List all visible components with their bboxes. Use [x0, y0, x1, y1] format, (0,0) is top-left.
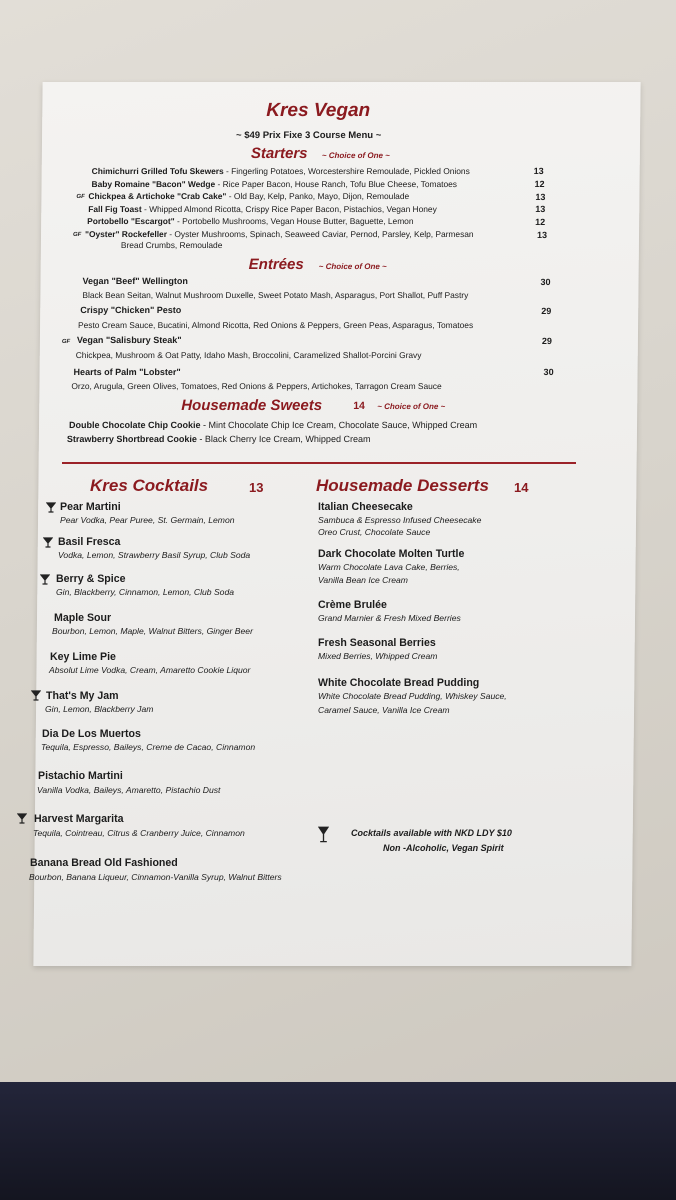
nkd-ldy-note: Cocktails available with NKD LDY $10: [351, 828, 512, 838]
cocktail-name: Pistachio Martini: [38, 770, 123, 782]
starter-item: [92, 179, 458, 189]
item-name: Vegan "Salisbury Steak": [76, 335, 182, 345]
gluten-free-mark: GF: [61, 339, 71, 345]
sweets-heading: Housemade Sweets: [181, 397, 323, 414]
dark-floor: [0, 1082, 676, 1200]
dessert-desc: Warm Chocolate Lava Cake, Berries,: [318, 562, 460, 572]
sweet-item: [69, 420, 477, 430]
item-name: Double Chocolate Chip Cookie: [68, 420, 201, 430]
martini-glass-icon: [318, 826, 329, 844]
cocktail-desc: Bourbon, Lemon, Maple, Walnut Bitters, Ginger Beer: [52, 626, 253, 636]
item-desc: - Mint Chocolate Chip Ice Cream, Chocolate Sauce, Whipped Cream: [200, 420, 478, 430]
gluten-free-mark: GF: [72, 232, 82, 238]
martini-glass-icon: [40, 574, 50, 585]
martini-glass-icon: [31, 690, 41, 701]
item-price: 13: [536, 230, 548, 240]
item-name: Strawberry Shortbread Cookie: [66, 434, 197, 444]
dessert-desc: Sambuca & Espresso Infused Cheesecake: [318, 515, 482, 525]
menu-title: Kres Vegan: [266, 100, 371, 121]
item-desc: - Portobello Mushrooms, Vegan House Butter, Baguette, Lemon: [174, 216, 414, 226]
desserts-heading: Housemade Desserts: [316, 476, 489, 495]
item-desc: - Fingerling Potatoes, Worcestershire Remoulade, Pickled Onions: [223, 166, 470, 176]
item-desc: - Rice Paper Bacon, House Ranch, Tofu Blue Cheese, Tomatoes: [215, 179, 458, 189]
desserts-price: 14: [514, 480, 529, 495]
item-name: Baby Romaine "Bacon" Wedge: [91, 179, 216, 189]
cocktail-name: Basil Fresca: [58, 536, 121, 548]
cocktail-desc: Gin, Lemon, Blackberry Jam: [45, 704, 154, 714]
starters-heading: Starters: [250, 145, 308, 162]
item-price: 12: [535, 217, 546, 227]
starter-item: [92, 166, 470, 176]
cocktails-heading: Kres Cocktails: [90, 476, 209, 495]
cocktails-price: 13: [249, 480, 264, 495]
item-name: Crispy "Chicken" Pesto: [80, 305, 182, 315]
dessert-desc: Grand Marnier & Fresh Mixed Berries: [318, 613, 461, 623]
item-name: Chickpea & Artichoke "Crab Cake": [88, 191, 227, 201]
entree-desc: Chickpea, Mushroom & Oat Patty, Idaho Mash, Broccolini, Caramelized Shallot-Porcini Gravy: [75, 350, 422, 360]
entree-name: [80, 305, 181, 315]
dessert-desc: White Chocolate Bread Pudding, Whiskey Sauce,: [318, 691, 507, 701]
item-price: 30: [543, 367, 554, 377]
cocktail-desc: Gin, Blackberry, Cinnamon, Lemon, Club Soda: [56, 587, 235, 597]
dessert-name: Crème Brulée: [318, 599, 387, 611]
cocktail-name: Berry & Spice: [56, 573, 126, 585]
cocktail-desc: Vodka, Lemon, Strawberry Basil Syrup, Club Soda: [58, 550, 251, 560]
item-price: 29: [541, 306, 552, 316]
item-price: 13: [535, 192, 546, 202]
cocktail-desc: Absolut Lime Vodka, Cream, Amaretto Cookie Liquor: [49, 665, 251, 675]
sweets-choice: ~ Choice of One ~: [377, 402, 446, 411]
starter-item: [88, 191, 409, 201]
item-price: 13: [535, 204, 546, 214]
dessert-desc: Vanilla Bean Ice Cream: [318, 575, 408, 585]
cocktail-name: Harvest Margarita: [34, 813, 124, 825]
item-name: "Oyster" Rockefeller: [84, 229, 168, 239]
cocktail-name: Maple Sour: [54, 612, 112, 624]
dessert-desc: Oreo Crust, Chocolate Sauce: [318, 527, 431, 537]
item-desc: - Whipped Almond Ricotta, Crispy Rice Paper Bacon, Pistachios, Vegan Honey: [141, 204, 437, 214]
section-divider: [62, 462, 576, 464]
gluten-free-mark: GF: [76, 194, 85, 200]
cocktail-desc: Bourbon, Banana Liqueur, Cinnamon-Vanilla Syrup, Walnut Bitters: [29, 872, 282, 882]
martini-glass-icon: [46, 502, 56, 513]
item-price: 13: [533, 166, 544, 176]
entrees-heading: Entrées: [248, 256, 304, 273]
entrees-choice: ~ Choice of One ~: [318, 262, 387, 271]
cocktail-desc: Vanilla Vodka, Baileys, Amaretto, Pistachio Dust: [37, 785, 221, 795]
starter-item: [87, 216, 413, 226]
item-name: Fall Fig Toast: [88, 204, 142, 214]
item-price: 30: [540, 277, 551, 287]
dessert-name: White Chocolate Bread Pudding: [318, 677, 480, 689]
dessert-name: Italian Cheesecake: [318, 501, 413, 513]
dessert-name: Fresh Seasonal Berries: [318, 637, 436, 649]
dessert-name: Dark Chocolate Molten Turtle: [318, 548, 465, 560]
non-alcoholic-note: Non -Alcoholic, Vegan Spirit: [383, 843, 504, 853]
entree-desc: Pesto Cream Sauce, Bucatini, Almond Ricotta, Red Onions & Peppers, Green Peas, Asparagus, Tomatoes: [78, 320, 474, 330]
starter-item: [88, 204, 437, 214]
entree-name: [77, 335, 182, 345]
cocktail-name: Dia De Los Muertos: [42, 728, 141, 740]
martini-glass-icon: [43, 537, 53, 548]
cocktail-name: Key Lime Pie: [50, 651, 116, 663]
item-name: Portobello "Escargot": [87, 216, 175, 226]
prix-fixe: ~ $49 Prix Fixe 3 Course Menu ~: [236, 130, 382, 141]
item-desc: - Black Cherry Ice Cream, Whipped Cream: [196, 434, 371, 444]
item-price: 29: [541, 336, 552, 346]
item-desc: - Old Bay, Kelp, Panko, Mayo, Dijon, Remoulade: [226, 191, 410, 201]
sweet-item: [67, 434, 371, 444]
starters-choice: ~ Choice of One ~: [321, 151, 390, 160]
item-name: Vegan "Beef" Wellington: [82, 276, 188, 286]
cocktail-desc: Tequila, Espresso, Baileys, Creme de Cacao, Cinnamon: [41, 742, 256, 752]
cocktail-name: Banana Bread Old Fashioned: [30, 857, 178, 869]
cocktail-desc: Tequila, Cointreau, Citrus & Cranberry Juice, Cinnamon: [33, 828, 245, 838]
entree-desc: Black Bean Seitan, Walnut Mushroom Duxelle, Sweet Potato Mash, Asparagus, Port Shallot, Puff Pastry: [82, 290, 469, 300]
item-price: 12: [534, 179, 545, 189]
item-desc-continued: Bread Crumbs, Remoulade: [120, 240, 223, 250]
item-name: Hearts of Palm "Lobster": [73, 367, 181, 377]
martini-glass-icon: [17, 813, 27, 824]
cocktail-name: That's My Jam: [46, 690, 119, 702]
sweets-price: 14: [353, 400, 365, 412]
item-desc: - Oyster Mushrooms, Spinach, Seaweed Caviar, Pernod, Parsley, Kelp, Parmesan: [166, 229, 474, 239]
item-name: Chimichurri Grilled Tofu Skewers: [91, 166, 224, 176]
entree-name: [74, 367, 181, 377]
dessert-desc: Caramel Sauce, Vanilla Ice Cream: [318, 705, 450, 715]
starter-item: [85, 229, 474, 239]
entree-name: [82, 276, 187, 286]
entree-desc: Orzo, Arugula, Green Olives, Tomatoes, Red Onions & Peppers, Artichokes, Tarragon Cream Sauce: [71, 381, 442, 391]
cocktail-desc: Pear Vodka, Pear Puree, St. Germain, Lemon: [60, 515, 235, 525]
dessert-desc: Mixed Berries, Whipped Cream: [318, 651, 438, 661]
cocktail-name: Pear Martini: [60, 501, 121, 513]
